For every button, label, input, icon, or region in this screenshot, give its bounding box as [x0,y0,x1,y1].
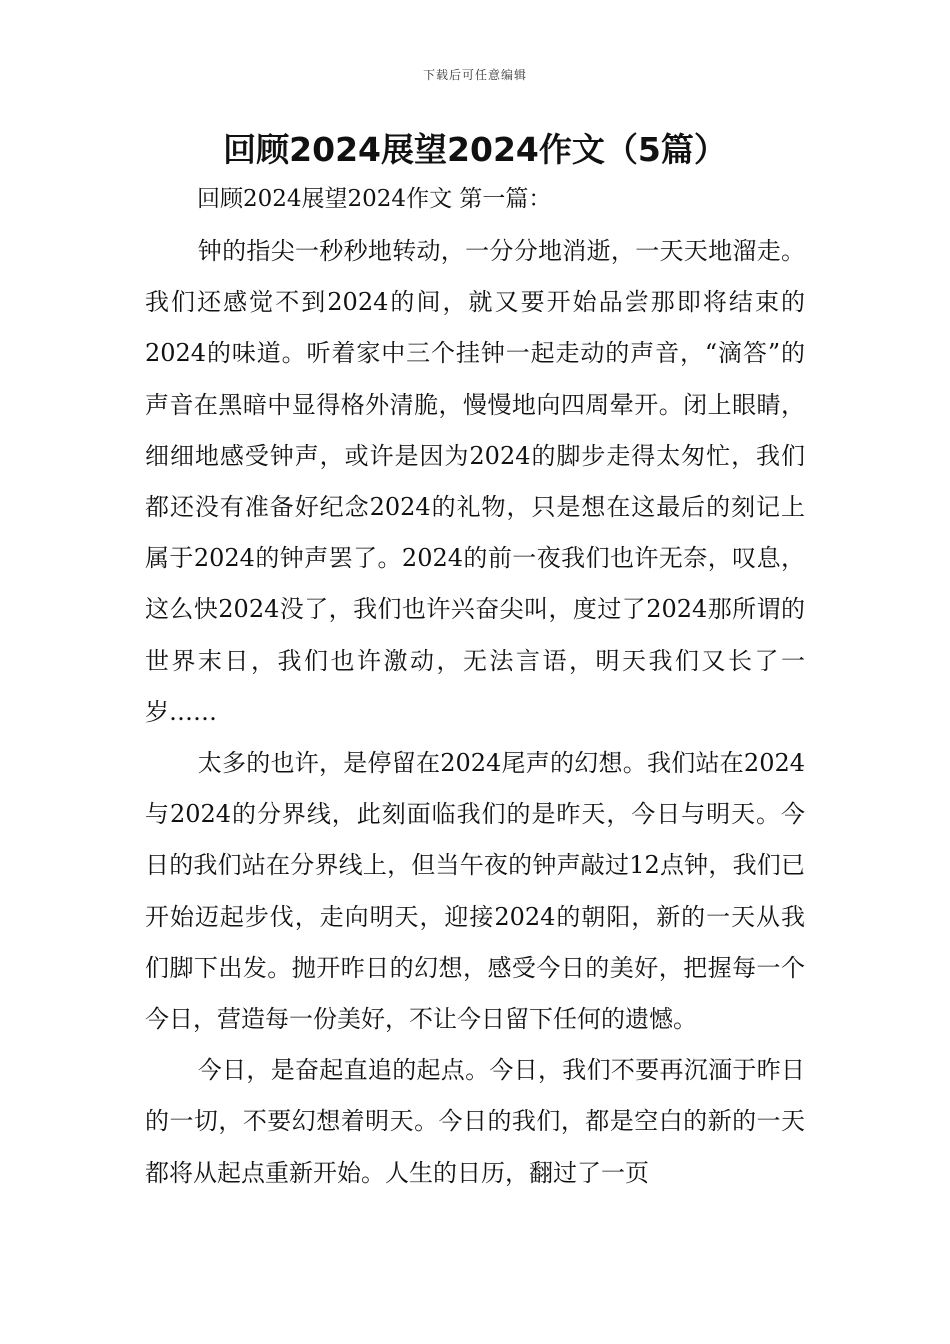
paragraph-2: 太多的也许，是停留在2024尾声的幻想。我们站在2024与2024的分界线，此刻面临我们的是昨天，今日与明天。今日的我们站在分界线上，但当午夜的钟声敲过12点钟，我们已开始迈起步伐，走向明天，迎接2024的朝阳，新的一天从我们脚下出发。抛开昨日的幻想，感受今日的美好，把握每一个今日，营造每一份美好，不让今日留下任何的遗憾。 [145,749,805,1034]
paragraph-3: 今日，是奋起直追的起点。今日，我们不要再沉湎于昨日的一切，不要幻想着明天。今日的我们，都是空白的新的一天都将从起点重新开始。人生的日历，翻过了一页 [145,1056,805,1187]
header-note: 下载后可任意编辑 [422,68,527,82]
paragraph-1: 钟的指尖一秒秒地转动，一分分地消逝，一天天地溜走。我们还感觉不到2024的间，就又要开始品尝那即将结束的2024的味道。听着家中三个挂钟一起走动的声音，“滴答”的声音在黑暗中显得格外清脆，慢慢地向四周晕开。闭上眼睛，细细地感受钟声，或许是因为2024的脚步走得太匆忙，我们都还没有准备好纪念2024的礼物，只是想在这最后的刻记上属于2024的钟声罢了。2024的前一夜我们也许无奈，叹息，这么快2024没了，我们也许兴奋尖叫，度过了2024那所谓的世界末日，我们也许激动，无法言语，明天我们又长了一岁…… [145,237,805,726]
document-title: 回顾2024展望2024作文（5篇） [223,130,727,169]
document-subtitle: 回顾2024展望2024作文 第一篇： [197,186,552,212]
document-body [145,226,805,1199]
